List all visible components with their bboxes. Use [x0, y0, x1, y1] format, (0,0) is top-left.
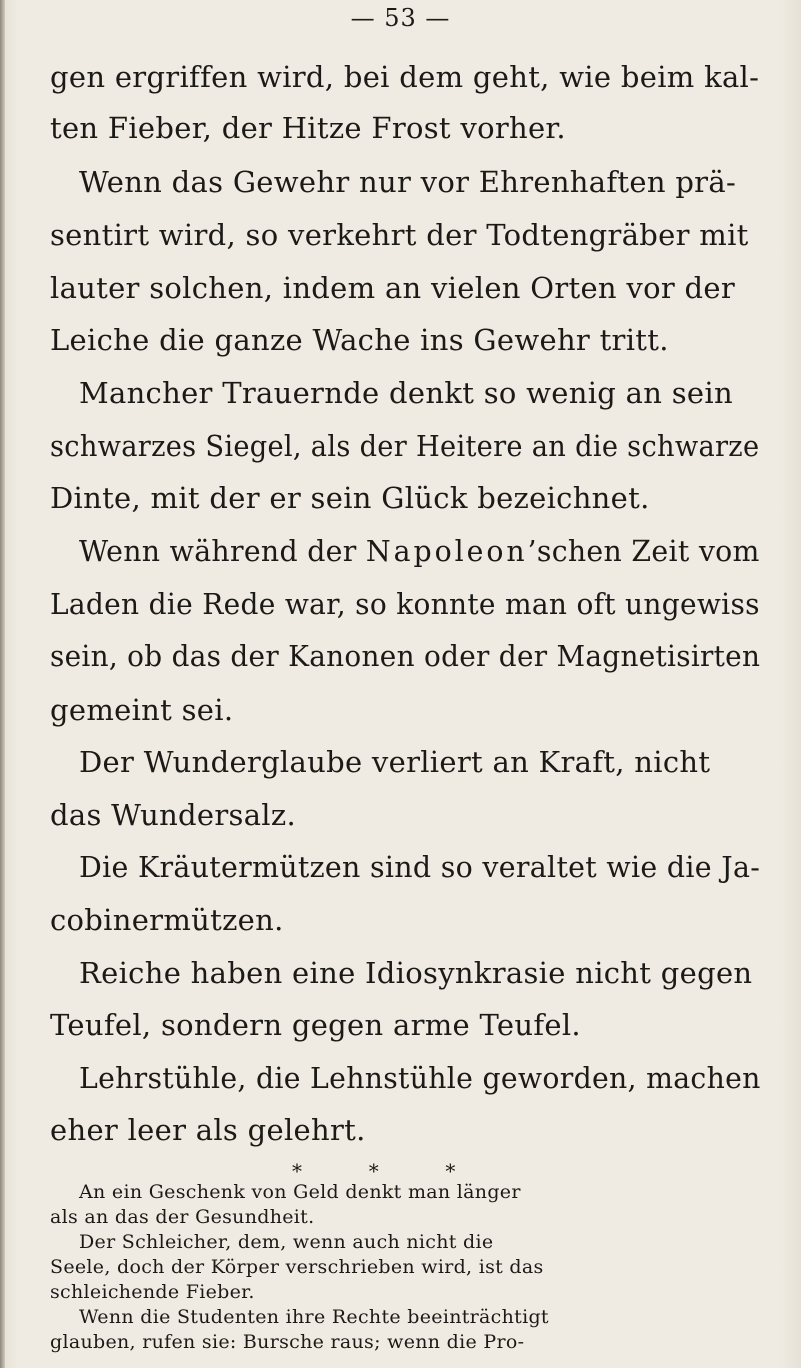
text-line: cobinermützen. [50, 903, 284, 937]
section-separator: * * * [292, 1159, 474, 1183]
text-fragment: ’schen Zeit vom [527, 534, 760, 568]
text-line: sein, ob das der Kanonen oder der Magnetisirten [50, 639, 761, 673]
text-line: Mancher Trauernde denkt so wenig an sein [79, 376, 733, 410]
text-line: Leiche die ganze Wache ins Gewehr tritt. [50, 323, 669, 357]
text-line: Seele, doch der Körper verschrieben wird, ist das [50, 1256, 544, 1278]
text-line: gemeint sei. [50, 693, 234, 727]
spaced-name: Napoleon [365, 534, 528, 568]
text-line: schleichende Fieber. [50, 1281, 255, 1303]
text-line: eher leer als gelehrt. [50, 1113, 366, 1147]
text-line: Reiche haben eine Idiosynkrasie nicht gegen [79, 956, 753, 990]
text-line: Lehrstühle, die Lehnstühle geworden, machen [79, 1061, 761, 1095]
text-line: schwarzes Siegel, als der Heitere an die schwarze [50, 429, 760, 463]
text-line: ten Fieber, der Hitze Frost vorher. [50, 111, 566, 145]
text-line: Die Kräutermützen sind so veraltet wie die Ja- [79, 850, 761, 884]
text-line: Der Schleicher, dem, wenn auch nicht die [79, 1231, 494, 1253]
text-line: Teufel, sondern gegen arme Teufel. [50, 1008, 581, 1042]
text-line: sentirt wird, so verkehrt der Todtengräber mit [50, 218, 749, 252]
text-line: das Wundersalz. [50, 798, 296, 832]
text-line: An ein Geschenk von Geld denkt man länger [79, 1181, 521, 1203]
page-number: — 53 — [350, 4, 451, 32]
text-line: Dinte, mit der er sein Glück bezeichnet. [50, 481, 650, 515]
text-line: Laden die Rede war, so konnte man oft ungewiss [50, 587, 760, 621]
text-line: Wenn die Studenten ihre Rechte beeinträchtigt [79, 1306, 549, 1328]
text-line: lauter solchen, indem an vielen Orten vor der [50, 271, 736, 305]
binding-gutter [0, 0, 5, 1368]
text-line: Der Wunderglaube verliert an Kraft, nicht [79, 745, 711, 779]
text-line: als an das der Gesundheit. [50, 1206, 315, 1228]
text-line: gen ergriffen wird, bei dem geht, wie beim kal- [50, 60, 760, 94]
text-line: glauben, rufen sie: Bursche raus; wenn die Pro- [50, 1331, 525, 1353]
text-line: Wenn das Gewehr nur vor Ehrenhaften prä- [79, 165, 737, 199]
text-line [79, 531, 760, 571]
text-fragment: Wenn während der [79, 534, 366, 568]
